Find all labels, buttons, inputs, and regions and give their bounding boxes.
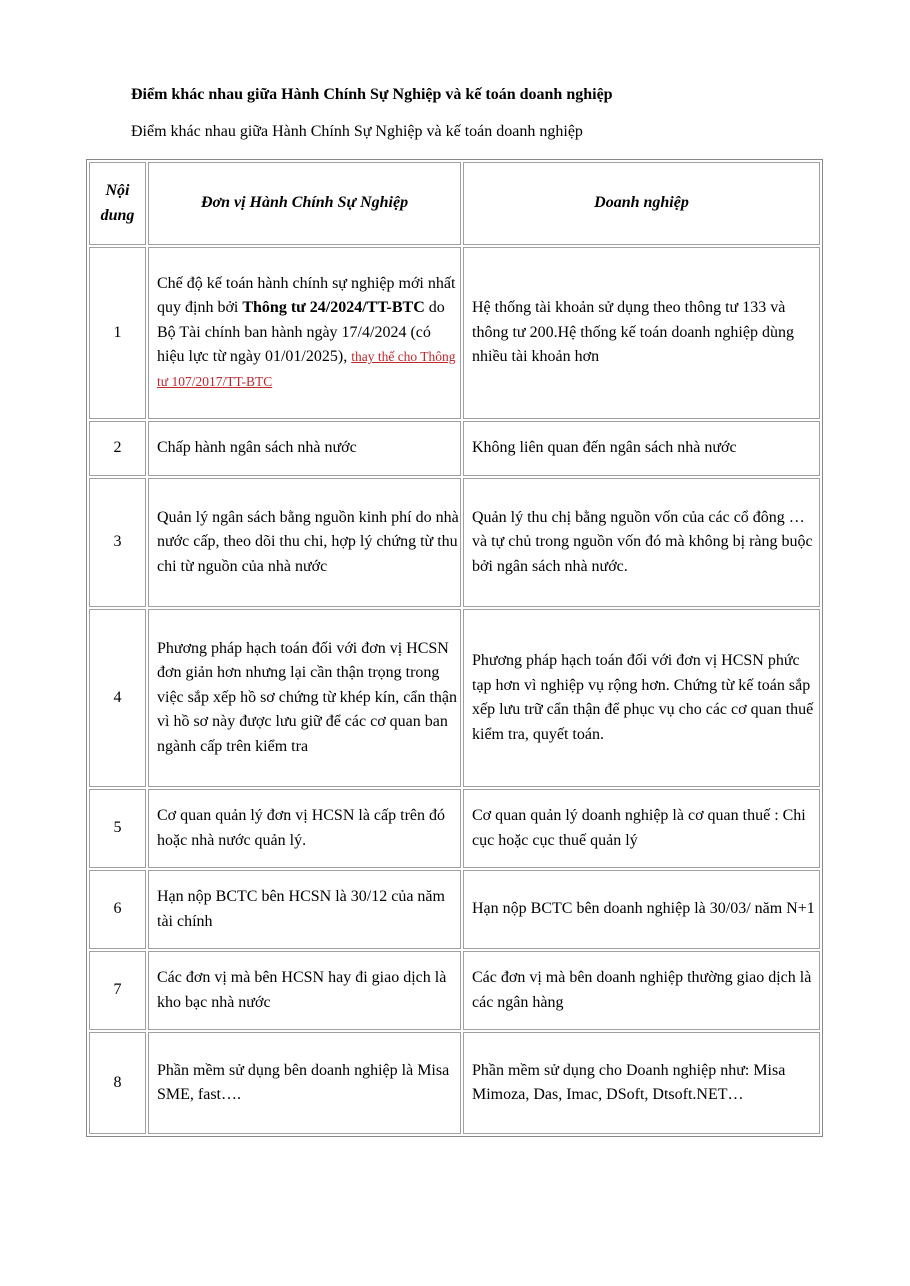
table-header-row: [89, 162, 820, 245]
enterprise-cell: Hạn nộp BCTC bên doanh nghiệp là 30/03/ năm N+1: [463, 870, 820, 949]
row-number: 2: [89, 421, 146, 476]
table-row: [89, 870, 820, 949]
enterprise-cell: Hệ thống tài khoản sử dụng theo thông tư 133 và thông tư 200.Hệ thống kế toán doanh nghiệp dùng nhiều tài khoản hơn: [463, 247, 820, 419]
table-row: [89, 789, 820, 868]
header-content-line1: Nội: [105, 182, 130, 199]
header-enterprise: Doanh nghiệp: [463, 162, 820, 245]
row-number: 1: [89, 247, 146, 419]
row-number: 7: [89, 951, 146, 1030]
enterprise-cell: Không liên quan đến ngân sách nhà nước: [463, 421, 820, 476]
circular-reference: Thông tư 24/2024/TT-BTC: [242, 299, 425, 317]
enterprise-cell: Phần mềm sử dụng cho Doanh nghiệp như: Misa Mimoza, Das, Imac, DSoft, Dtsoft.NET…: [463, 1032, 820, 1134]
hcsn-cell: Các đơn vị mà bên HCSN hay đi giao dịch là kho bạc nhà nước: [148, 951, 461, 1030]
enterprise-cell: Các đơn vị mà bên doanh nghiệp thường giao dịch là các ngân hàng: [463, 951, 820, 1030]
row-number: 3: [89, 478, 146, 607]
hcsn-text-cont: do Bộ Tài chính ban hành ngày 17/4/2024 (có hiệu lực từ ngày 01/01/2025),: [157, 299, 445, 366]
enterprise-cell: Quản lý thu chị bằng nguồn vốn của các cổ đông … và tự chủ trong nguồn vốn đó mà không bị ràng buộc bởi ngân sách nhà nước.: [463, 478, 820, 607]
row-number: 6: [89, 870, 146, 949]
hcsn-cell: Cơ quan quản lý đơn vị HCSN là cấp trên đó hoặc nhà nước quản lý.: [148, 789, 461, 868]
enterprise-cell: Cơ quan quản lý doanh nghiệp là cơ quan thuế : Chi cục hoặc cục thuế quản lý: [463, 789, 820, 868]
hcsn-cell: Quản lý ngân sách bằng nguồn kinh phí do nhà nước cấp, theo dõi thu chi, hợp lý chứng từ thu chi từ nguồn của nhà nước: [148, 478, 461, 607]
table-row: [89, 1032, 820, 1134]
header-hcsn: Đơn vị Hành Chính Sự Nghiệp: [148, 162, 461, 245]
row-number: 5: [89, 789, 146, 868]
table-row: [89, 421, 820, 476]
page-subtitle: Điểm khác nhau giữa Hành Chính Sự Nghiệp và kế toán doanh nghiệp: [131, 123, 583, 140]
hcsn-cell: Hạn nộp BCTC bên HCSN là 30/12 của năm tài chính: [148, 870, 461, 949]
row-number: 8: [89, 1032, 146, 1134]
hcsn-text: Chế độ kế toán hành chính sự nghiệp mới nhất quy định bởi: [157, 274, 456, 317]
header-content-line2: dung: [100, 206, 135, 224]
table-row: [89, 609, 820, 787]
hcsn-cell: [148, 247, 461, 419]
enterprise-cell: Phương pháp hạch toán đối với đơn vị HCSN phức tạp hơn vì nghiệp vụ rộng hơn. Chứng từ kế toán sắp xếp lưu trữ cẩn thận để phục vụ cho các cơ quan thuế kiểm tra, quyết toán.: [463, 609, 820, 787]
hcsn-cell: Chấp hành ngân sách nhà nước: [148, 421, 461, 476]
comparison-table: [86, 159, 823, 1137]
header-content: [89, 162, 146, 245]
hcsn-cell: Phần mềm sử dụng bên doanh nghiệp là Misa SME, fast….: [148, 1032, 461, 1134]
row-number: 4: [89, 609, 146, 787]
table-row: [89, 247, 820, 419]
hcsn-cell: Phương pháp hạch toán đối với đơn vị HCSN đơn giản hơn nhưng lại cần thận trọng trong việc sắp xếp hồ sơ chứng từ khép kín, cẩn thận vì hồ sơ này được lưu giữ để các cơ quan ban ngành cấp trên kiểm tra: [148, 609, 461, 787]
table-row: [89, 478, 820, 607]
circular-replacement-link[interactable]: thay thế cho Thông tư 107/2017/TT-BTC: [157, 349, 456, 389]
page-title: Điểm khác nhau giữa Hành Chính Sự Nghiệp và kế toán doanh nghiệp: [131, 86, 613, 103]
table-row: [89, 951, 820, 1030]
